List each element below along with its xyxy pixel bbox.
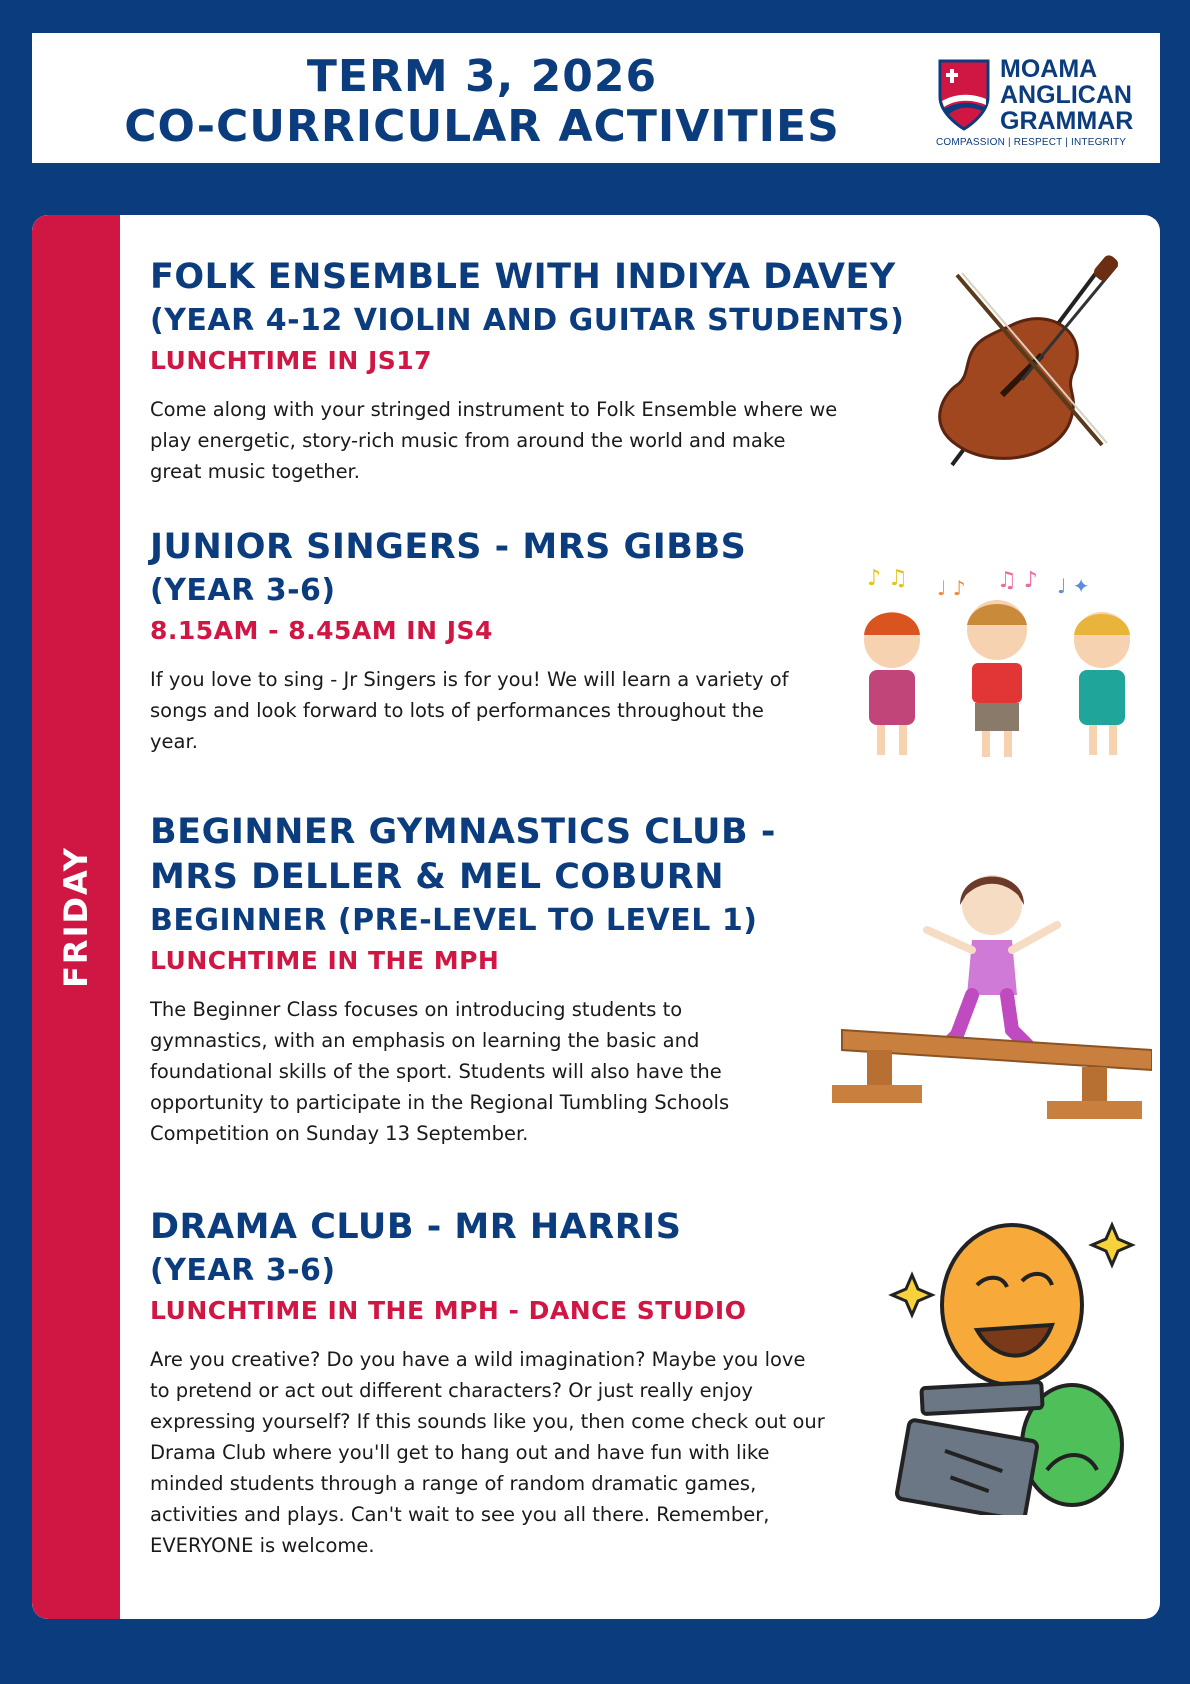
svg-text:♫ ♪: ♫ ♪ (997, 568, 1038, 593)
activity-description: Come along with your stringed instrument to Folk Ensemble where we play energetic, story-rich music from around the world and make great music together. (150, 398, 838, 483)
activity-title: JUNIOR SINGERS - MRS GIBBS (150, 527, 747, 567)
school-crest-icon (936, 59, 992, 131)
activity-description: If you love to sing - Jr Singers is for you! We will learn a variety of songs and look forward to lots of performances throughout the year. (150, 668, 789, 753)
activity-subtitle: (YEAR 3-6) (150, 573, 336, 608)
activity-title-line-1: BEGINNER GYMNASTICS CLUB - (150, 812, 776, 852)
activity-time: LUNCHTIME IN JS17 (150, 346, 433, 375)
day-label: FRIDAY (57, 846, 95, 988)
activity-title-line-2: MRS DELLER & MEL COBURN (150, 857, 724, 897)
activity-subtitle: BEGINNER (PRE-LEVEL TO LEVEL 1) (150, 903, 758, 938)
page-title-line-1: TERM 3, 2026 (306, 51, 658, 102)
activity-subtitle: (YEAR 4-12 VIOLIN AND GUITAR STUDENTS) (150, 303, 905, 338)
school-logo (936, 53, 1151, 153)
header (32, 33, 1160, 163)
svg-text:♩ ♪: ♩ ♪ (937, 576, 966, 600)
cello-icon (902, 245, 1142, 475)
activity-beginner-gymnastics (150, 810, 850, 1149)
activity-description: The Beginner Class focuses on introducing students to gymnastics, with an emphasis on learning the basic and foundational skills of the sport. Students will also have the opportunity to participate in the Regional Tumbling Schools Competition on Sunday 13 September. (150, 998, 730, 1145)
logo-text-line-1: MOAMA (1000, 55, 1098, 83)
activity-junior-singers (150, 525, 850, 757)
drama-masks-clapperboard-icon (882, 1215, 1152, 1515)
activity-time: LUNCHTIME IN THE MPH (150, 946, 500, 975)
activity-title: DRAMA CLUB - MR HARRIS (150, 1207, 682, 1247)
day-bar (32, 215, 120, 1619)
activities-card (32, 215, 1160, 1619)
activity-subtitle: (YEAR 3-6) (150, 1253, 336, 1288)
activity-drama-club (150, 1205, 850, 1561)
activity-folk-ensemble (150, 255, 905, 487)
logo-text-line-3: GRAMMAR (1000, 107, 1134, 135)
activity-time: LUNCHTIME IN THE MPH - DANCE STUDIO (150, 1296, 747, 1325)
activity-description: Are you creative? Do you have a wild imagination? Maybe you love to pretend or act out different characters? Or just really enjoy expressing yourself? If this sounds like you, then come check out our Drama Club where you'll get to hang out and have fun with like minded students through a range of random dramatic games, activities and plays. Can't wait to see you all there. Remember, EVERYONE is welcome. (150, 1348, 825, 1557)
svg-text:♪ ♫: ♪ ♫ (867, 566, 908, 591)
activity-time: 8.15AM - 8.45AM IN JS4 (150, 616, 493, 645)
svg-text:♩ ✦: ♩ ✦ (1057, 574, 1090, 598)
singing-children-icon (837, 545, 1157, 775)
gymnast-on-beam-icon (832, 845, 1152, 1125)
logo-text-line-2: ANGLICAN (1000, 81, 1132, 109)
activity-title: FOLK ENSEMBLE WITH INDIYA DAVEY (150, 257, 896, 297)
logo-motto: COMPASSION | RESPECT | INTEGRITY (936, 137, 1127, 148)
page-title-line-2: CO-CURRICULAR ACTIVITIES (124, 101, 840, 152)
